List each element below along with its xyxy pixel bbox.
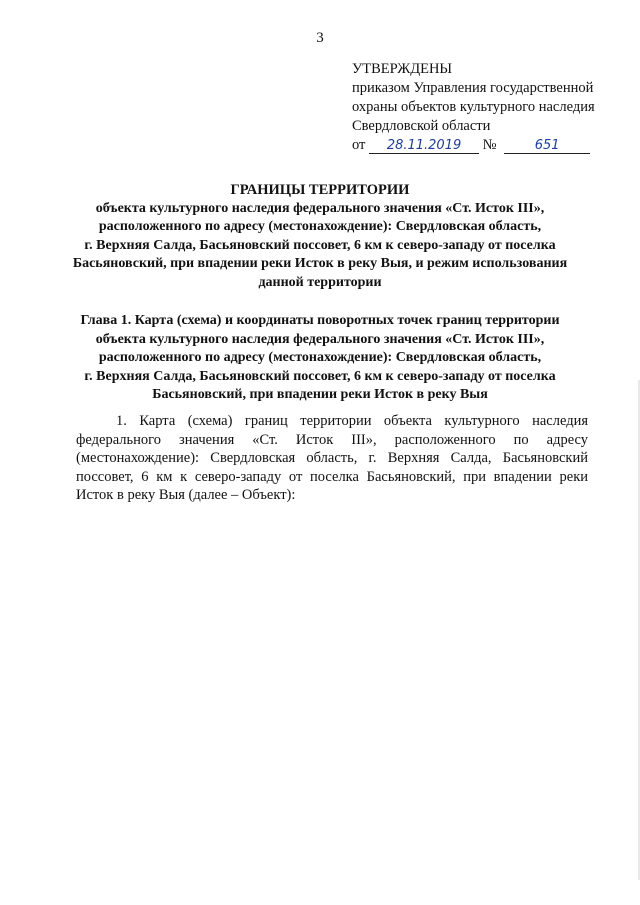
number-prefix: № — [482, 137, 497, 153]
approval-date-line — [352, 136, 632, 155]
approval-line-3: Свердловской области — [352, 118, 491, 134]
approval-stamp — [352, 60, 632, 155]
handwritten-date: 28.11.2019 — [369, 138, 479, 154]
title-line-2: расположенного по адресу (местонахождение): Свердловская область, — [98, 219, 542, 234]
date-prefix: от — [352, 137, 366, 153]
title-line-5: данной территории — [258, 274, 382, 290]
document-title — [60, 181, 580, 292]
paragraph-1: 1. Карта (схема) границ территории объекта культурного наследия федерального значения «Ст. Исток III», расположенного по адресу (местонахождение): Свердловская область, г. Верхняя Салда, Басьяновский поссовет, 6 км к северо-западу от поселка Басьяновский, при впадении реки Исток в реку Выя (далее – Объект): — [76, 413, 588, 503]
chapter-heading — [60, 312, 580, 405]
approval-line-2: охраны объектов культурного наследия — [352, 99, 595, 115]
title-line-4: Басьяновский, при впадении реки Исток в реку Выя, и режим использования — [72, 256, 568, 271]
title-line-3: г. Верхняя Салда, Басьяновский поссовет, 6 км к северо-западу от поселка — [84, 237, 556, 253]
title-main: ГРАНИЦЫ ТЕРРИТОРИИ — [230, 182, 410, 198]
title-line-1: объекта культурного наследия федерального значения «Ст. Исток III», — [95, 200, 545, 216]
chapter-line-5: Басьяновский, при впадении реки Исток в реку Выя — [152, 387, 488, 402]
page-number: 3 — [316, 30, 324, 46]
chapter-line-1: Глава 1. Карта (схема) и координаты поворотных точек границ территории — [80, 313, 560, 328]
approval-line-1: приказом Управления государственной — [352, 80, 594, 96]
chapter-line-2: объекта культурного наследия федерального значения «Ст. Исток III», — [95, 331, 545, 347]
chapter-line-4: г. Верхняя Салда, Басьяновский поссовет, 6 км к северо-западу от поселка — [84, 368, 556, 384]
chapter-line-3: расположенного по адресу (местонахождение): Свердловская область, — [98, 350, 542, 365]
approval-heading: УТВЕРЖДЕНЫ — [352, 61, 453, 77]
handwritten-number: 651 — [504, 138, 590, 154]
